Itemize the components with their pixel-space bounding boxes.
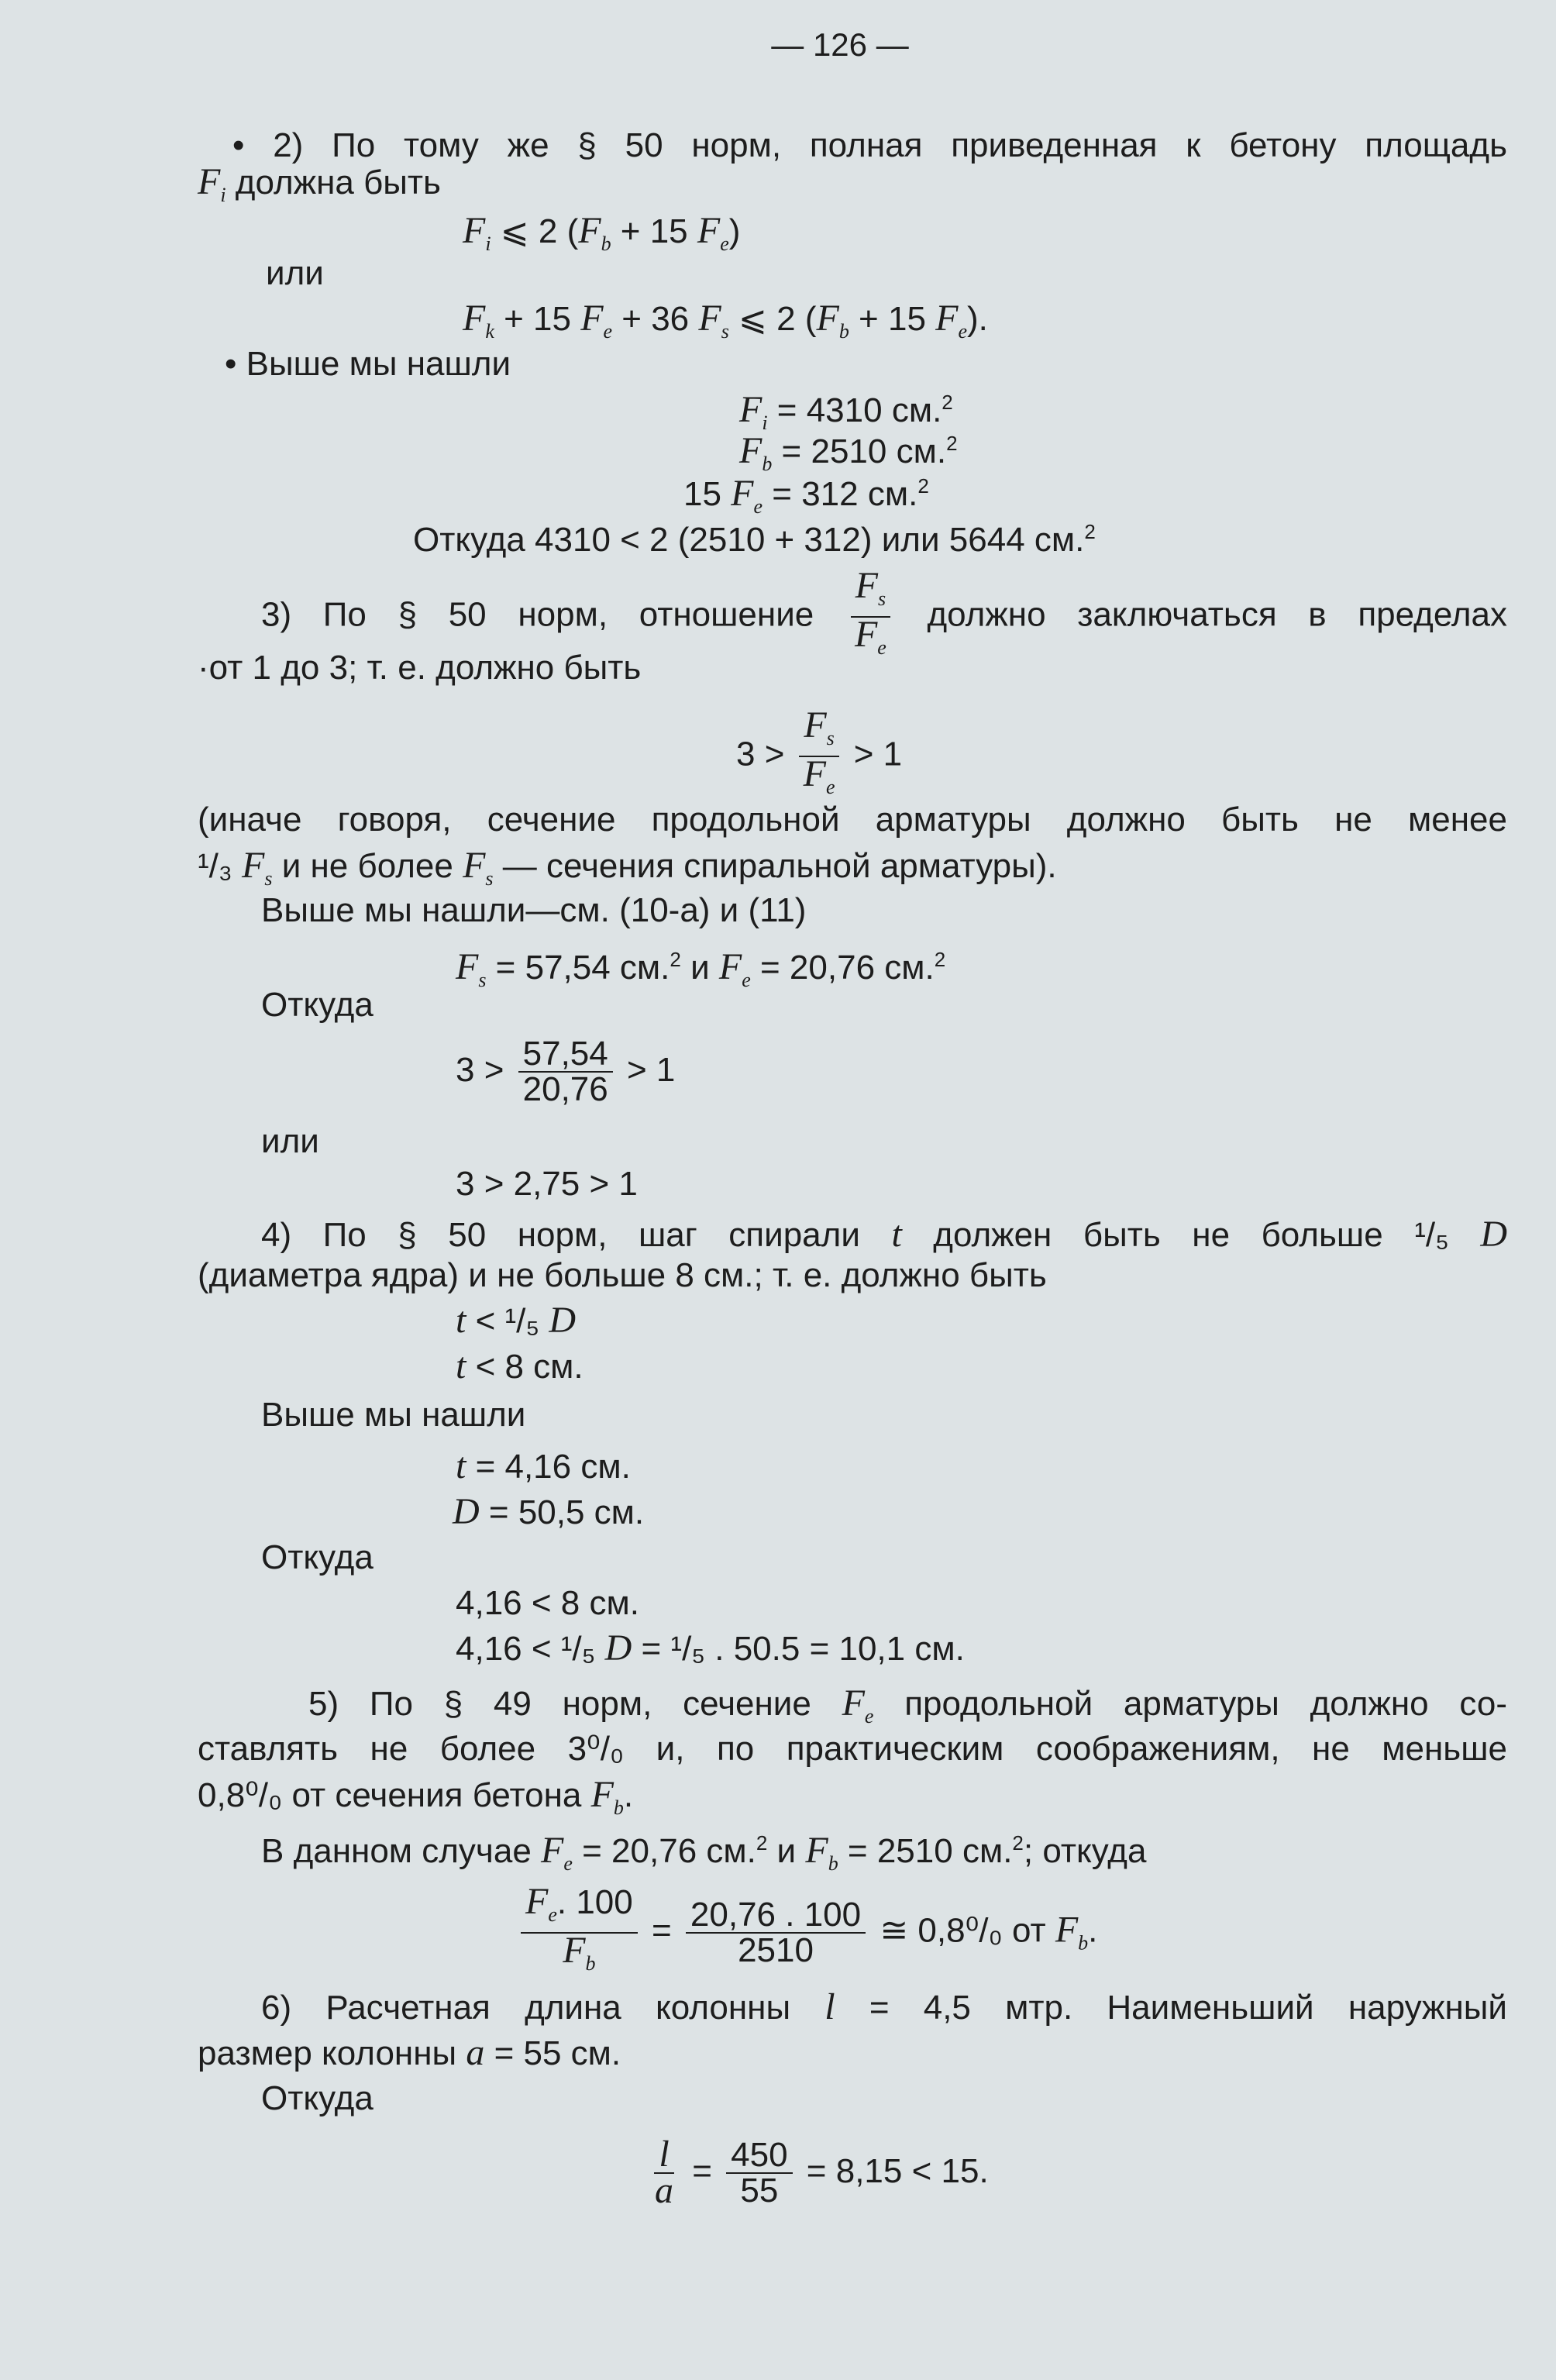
math-variable: F bbox=[854, 614, 878, 655]
math-variable: F bbox=[718, 946, 742, 987]
text-run: = 8,15 < 15. bbox=[797, 2152, 989, 2190]
fraction-denominator bbox=[650, 2170, 678, 2212]
fraction-denominator bbox=[850, 614, 891, 665]
text-line bbox=[225, 341, 511, 387]
math-variable: l bbox=[824, 1986, 835, 2027]
subscript: e bbox=[958, 320, 968, 343]
math-variable: F bbox=[463, 210, 486, 251]
math-variable: F bbox=[697, 210, 721, 251]
math-variable: F bbox=[578, 210, 601, 251]
fraction bbox=[726, 2138, 792, 2208]
fraction-numerator bbox=[686, 1898, 866, 1934]
text-run: и bbox=[767, 1832, 806, 1870]
math-variable: F bbox=[590, 1774, 614, 1815]
subscript: e bbox=[742, 969, 751, 991]
math-variable: F bbox=[242, 845, 265, 886]
text-run: 15 bbox=[683, 475, 732, 513]
text-run: ¹/₃ bbox=[198, 847, 243, 885]
text-line bbox=[261, 1984, 1507, 2030]
text-run: 4) По § 50 норм, шаг спирали bbox=[261, 1216, 892, 1254]
math-variable: F bbox=[698, 298, 721, 339]
text-run: > 1 bbox=[617, 1051, 676, 1089]
text-run: Откуда bbox=[261, 986, 374, 1024]
text-line bbox=[456, 1035, 676, 1109]
fraction-numerator bbox=[654, 2134, 673, 2175]
text-run: продольной арматуры должно со- bbox=[873, 1685, 1507, 1723]
text-line bbox=[413, 508, 1096, 559]
text-line bbox=[261, 982, 374, 1028]
text-run: 20,76 . 100 bbox=[690, 1896, 862, 1934]
text-run: — сечения спиральной арматуры). bbox=[493, 847, 1057, 885]
text-run: = 4310 см. bbox=[767, 391, 942, 429]
text-run: 3) По § 50 норм, отношение bbox=[261, 595, 845, 634]
subscript: b bbox=[762, 453, 773, 475]
subscript: i bbox=[220, 184, 226, 206]
fraction-numerator bbox=[851, 565, 890, 618]
text-line bbox=[739, 420, 958, 475]
math-variable: F bbox=[541, 1830, 564, 1871]
text-line bbox=[736, 704, 903, 798]
text-run: . 100 bbox=[556, 1883, 633, 1921]
subscript: e bbox=[563, 1852, 573, 1875]
math-variable: t bbox=[891, 1214, 902, 1255]
text-line bbox=[456, 1297, 576, 1344]
math-variable: l bbox=[659, 2134, 670, 2175]
text-line bbox=[463, 208, 740, 254]
superscript: 2 bbox=[934, 948, 946, 971]
text-run: (иначе говоря, сечение продольной арматуры должно быть не менее bbox=[198, 801, 1507, 839]
text-run: . bbox=[623, 1776, 634, 1814]
text-run: ). bbox=[967, 300, 988, 338]
text-run: = 4,16 см. bbox=[466, 1448, 631, 1486]
text-line bbox=[198, 797, 1507, 843]
text-run: = 50,5 см. bbox=[479, 1493, 645, 1531]
subscript: b bbox=[601, 232, 611, 255]
math-variable: F bbox=[935, 298, 959, 339]
text-run: и bbox=[680, 949, 719, 987]
subscript: b bbox=[585, 1952, 596, 1975]
text-run: + 15 bbox=[494, 300, 581, 338]
subscript: e bbox=[720, 232, 729, 255]
text-line bbox=[261, 1118, 319, 1165]
text-line bbox=[198, 1726, 1507, 1772]
text-run: 5) По § 49 норм, сечение bbox=[308, 1685, 842, 1723]
math-variable: F bbox=[1055, 1909, 1079, 1951]
subscript: e bbox=[825, 776, 835, 798]
text-run: . bbox=[1088, 1911, 1098, 1950]
text-run: = 20,76 см. bbox=[572, 1832, 756, 1870]
text-line bbox=[456, 1580, 639, 1627]
math-variable: F bbox=[739, 430, 763, 471]
superscript: 2 bbox=[917, 474, 929, 498]
text-run: Откуда 4310 < 2 (2510 + 312) или 5644 см. bbox=[413, 521, 1085, 559]
text-line bbox=[266, 250, 324, 297]
text-line bbox=[261, 887, 806, 934]
math-variable: F bbox=[525, 1881, 549, 1922]
text-run: 20,76 bbox=[522, 1070, 608, 1109]
subscript: s bbox=[478, 969, 487, 991]
math-variable: a bbox=[466, 2032, 485, 2073]
text-run: > 1 bbox=[844, 735, 903, 773]
text-line bbox=[463, 295, 988, 342]
text-run: 4,16 < ¹/₅ bbox=[456, 1630, 605, 1668]
math-variable: F bbox=[198, 161, 221, 202]
subscript: s bbox=[877, 587, 886, 610]
text-run: + 15 bbox=[849, 300, 936, 338]
math-variable: F bbox=[855, 565, 878, 606]
text-line bbox=[456, 1161, 638, 1207]
fraction bbox=[799, 704, 840, 804]
text-line bbox=[739, 379, 953, 434]
subscript: s bbox=[721, 320, 729, 343]
text-run: 57,54 bbox=[522, 1035, 608, 1073]
subscript: e bbox=[548, 1903, 557, 1926]
superscript: 2 bbox=[756, 1831, 768, 1855]
math-variable: F bbox=[804, 704, 827, 746]
subscript: s bbox=[264, 867, 273, 890]
text-run: ⩽ 2 ( bbox=[728, 300, 817, 338]
text-line bbox=[261, 565, 1507, 659]
subscript: b bbox=[613, 1796, 624, 1819]
text-run: 2510 bbox=[738, 1931, 814, 1969]
math-variable: D bbox=[453, 1491, 480, 1532]
text-line bbox=[683, 463, 929, 518]
text-run: < ¹/₅ bbox=[466, 1302, 549, 1340]
math-variable: F bbox=[731, 473, 754, 514]
text-line bbox=[456, 1343, 584, 1390]
text-run: ; откуда bbox=[1023, 1832, 1147, 1870]
superscript: 2 bbox=[946, 432, 958, 455]
subscript: k bbox=[485, 320, 494, 343]
math-variable: t bbox=[456, 1300, 466, 1341]
fraction-numerator bbox=[799, 704, 838, 757]
text-run: ≅ 0,8⁰/₀ от bbox=[870, 1911, 1055, 1950]
fraction-denominator bbox=[558, 1930, 600, 1981]
subscript: e bbox=[603, 320, 613, 343]
text-run: = ¹/₅ . 50.5 = 10,1 см. bbox=[632, 1630, 965, 1668]
text-run: + 15 bbox=[611, 212, 697, 250]
text-run: 6) Расчетная длина колонны bbox=[261, 1989, 825, 2027]
superscript: 2 bbox=[942, 391, 953, 414]
math-variable: F bbox=[563, 1930, 586, 1971]
text-run: размер колонны bbox=[198, 2034, 466, 2072]
text-line bbox=[453, 1489, 644, 1535]
text-run: = 20,76 см. bbox=[750, 949, 935, 987]
text-run: или bbox=[266, 254, 324, 292]
fraction bbox=[686, 1898, 866, 1968]
math-variable: F bbox=[463, 845, 486, 886]
math-variable: F bbox=[803, 753, 826, 794]
math-variable: t bbox=[456, 1345, 466, 1386]
text-line bbox=[198, 1252, 1047, 1299]
text-line bbox=[261, 1392, 525, 1438]
text-run: 55 bbox=[740, 2172, 779, 2210]
text-line bbox=[198, 645, 641, 691]
text-run: 450 bbox=[731, 2136, 788, 2175]
text-run: 3 > bbox=[736, 735, 794, 773]
text-run: ·от 1 до 3; т. е. должно быть bbox=[198, 649, 642, 687]
math-variable: F bbox=[842, 1683, 865, 1724]
subscript: b bbox=[1078, 1931, 1089, 1955]
text-run: + 36 bbox=[612, 300, 699, 338]
subscript: i bbox=[762, 412, 768, 434]
subscript: s bbox=[826, 727, 835, 749]
text-run: = 2510 см. bbox=[772, 432, 947, 470]
math-variable: F bbox=[456, 946, 479, 987]
text-run: = 4,5 мтр. Наименьший наружный bbox=[835, 1989, 1507, 2027]
subscript: b bbox=[838, 320, 849, 343]
text-run: Откуда bbox=[261, 2079, 374, 2117]
text-line bbox=[261, 2075, 374, 2122]
math-variable: F bbox=[739, 389, 763, 430]
math-variable: F bbox=[463, 298, 486, 339]
text-line bbox=[645, 2134, 989, 2212]
text-run: = bbox=[642, 1911, 681, 1950]
math-variable: D bbox=[604, 1627, 632, 1669]
text-run: < 8 см. bbox=[466, 1348, 584, 1386]
text-run: = 2510 см. bbox=[838, 1832, 1013, 1870]
text-run: Выше мы нашли bbox=[261, 1396, 526, 1434]
text-run: • Выше мы нашли bbox=[225, 345, 511, 383]
text-run: ставлять не более 3⁰/₀ и, по практическим соображениям, не меньше bbox=[198, 1730, 1507, 1768]
math-variable: F bbox=[805, 1830, 828, 1871]
subscript: e bbox=[877, 636, 886, 659]
text-run: ) bbox=[728, 212, 741, 250]
fraction bbox=[650, 2134, 678, 2212]
page-number: — 126 — bbox=[771, 26, 909, 63]
fraction-numerator bbox=[726, 2138, 792, 2174]
text-line bbox=[456, 936, 946, 991]
text-run: = 312 см. bbox=[763, 475, 918, 513]
math-variable: D bbox=[1480, 1214, 1507, 1255]
text-run: 3 > 2,75 > 1 bbox=[456, 1165, 638, 1203]
subscript: b bbox=[828, 1852, 838, 1875]
text-line bbox=[456, 1443, 631, 1490]
text-run: • 2) По тому же § 50 норм, полная приведенная к бетону площадь bbox=[232, 126, 1507, 164]
fraction bbox=[850, 565, 891, 665]
text-run: 0,8⁰/₀ от сечения бетона bbox=[198, 1776, 591, 1814]
text-run: должно заключаться в пределах bbox=[895, 595, 1507, 634]
subscript: s bbox=[485, 867, 494, 890]
text-line bbox=[456, 1625, 965, 1672]
text-run: = 55 см. bbox=[484, 2034, 621, 2072]
fraction bbox=[521, 1881, 638, 1981]
text-line bbox=[308, 1680, 1507, 1727]
text-line bbox=[261, 1534, 374, 1581]
text-run: ⩽ 2 ( bbox=[491, 212, 579, 250]
text-run: = 57,54 см. bbox=[486, 949, 670, 987]
text-line bbox=[516, 1881, 1098, 1975]
text-run: 3 > bbox=[456, 1051, 514, 1089]
text-run: = bbox=[683, 2152, 722, 2190]
fraction-denominator bbox=[733, 1931, 818, 1969]
text-run: Выше мы нашли—см. (10-а) и (11) bbox=[261, 891, 807, 929]
text-line bbox=[261, 1211, 1507, 1258]
text-run: 4,16 < 8 см. bbox=[456, 1584, 639, 1622]
fraction-denominator bbox=[518, 1070, 613, 1109]
text-line bbox=[198, 842, 1057, 889]
fraction-denominator bbox=[735, 2174, 783, 2208]
text-run: Откуда bbox=[261, 1538, 374, 1576]
superscript: 2 bbox=[1012, 1831, 1024, 1855]
fraction-numerator bbox=[521, 1881, 638, 1934]
text-run: В данном случае bbox=[261, 1832, 542, 1870]
fraction-numerator bbox=[518, 1037, 613, 1073]
text-line bbox=[261, 1820, 1147, 1875]
text-line bbox=[198, 2030, 621, 2076]
text-run: и не более bbox=[272, 847, 463, 885]
subscript: e bbox=[753, 495, 763, 518]
math-variable: a bbox=[655, 2170, 673, 2212]
text-line bbox=[198, 159, 441, 205]
subscript: i bbox=[485, 232, 491, 255]
text-run: должна быть bbox=[225, 164, 441, 201]
subscript: e bbox=[864, 1705, 874, 1727]
fraction bbox=[518, 1037, 613, 1107]
text-run: или bbox=[261, 1122, 319, 1160]
superscript: 2 bbox=[670, 948, 681, 971]
text-line bbox=[198, 1772, 633, 1818]
math-variable: F bbox=[816, 298, 839, 339]
text-run: должен быть не больше ¹/₅ bbox=[901, 1216, 1481, 1254]
text-run: (диаметра ядра) и не больше 8 см.; т. е. должно быть bbox=[198, 1256, 1047, 1294]
math-variable: D bbox=[549, 1300, 576, 1341]
math-variable: t bbox=[456, 1445, 466, 1486]
superscript: 2 bbox=[1084, 520, 1096, 543]
math-variable: F bbox=[580, 298, 604, 339]
